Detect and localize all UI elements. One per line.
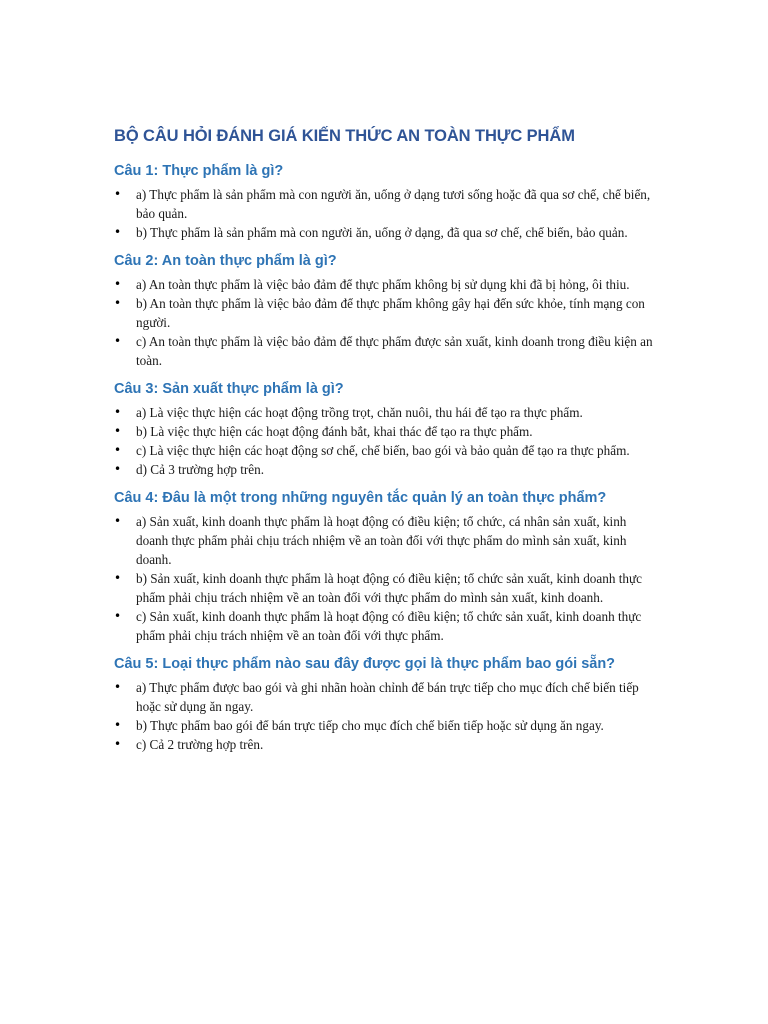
bullet-icon: • (114, 514, 122, 528)
question-3 (114, 380, 659, 479)
answer-list (114, 678, 659, 754)
bullet-icon: • (114, 225, 122, 239)
bullet-icon: • (114, 296, 122, 310)
page-title: BỘ CÂU HỎI ĐÁNH GIÁ KIẾN THỨC AN TOÀN THỰC PHẨM (114, 127, 575, 145)
bullet-icon: • (114, 277, 122, 291)
answer-text: a) Thực phẩm được bao gói và ghi nhãn hoàn chỉnh để bán trực tiếp cho mục đích chế biến tiếp hoặc sử dụng ăn ngay. (136, 680, 639, 714)
answer-list (114, 512, 659, 645)
bullet-icon: • (114, 680, 122, 694)
answer-text: c) Cả 2 trường hợp trên. (136, 737, 264, 752)
answer-item (114, 422, 659, 441)
bullet-icon: • (114, 334, 122, 348)
question-1 (114, 162, 659, 242)
question-heading: Câu 3: Sản xuất thực phẩm là gì? (114, 381, 344, 397)
document-content (114, 126, 659, 764)
bullet-icon: • (114, 424, 122, 438)
answer-item (114, 460, 659, 479)
answer-text: a) Sản xuất, kinh doanh thực phẩm là hoạt động có điều kiện; tổ chức, cá nhân sản xuất, kinh doanh thực phẩm phải chịu trách nhiệm về an toàn đối với thực phẩm do mình sản xuất, kinh doanh. (136, 514, 627, 567)
answer-item (114, 403, 659, 422)
answer-item (114, 678, 659, 716)
question-2 (114, 252, 659, 370)
bullet-icon: • (114, 405, 122, 419)
question-heading: Câu 4: Đâu là một trong những nguyên tắc quản lý an toàn thực phẩm? (114, 490, 607, 506)
bullet-icon: • (114, 443, 122, 457)
bullet-icon: • (114, 609, 122, 623)
bullet-icon: • (114, 737, 122, 751)
answer-text: a) An toàn thực phẩm là việc bảo đảm để thực phẩm không bị sử dụng khi đã bị hỏng, ôi thiu. (136, 277, 630, 292)
answer-text: b) Thực phẩm bao gói để bán trực tiếp cho mục đích chế biến tiếp hoặc sử dụng ăn ngay. (136, 718, 604, 733)
question-heading: Câu 1: Thực phẩm là gì? (114, 163, 284, 179)
answer-text: b) Thực phẩm là sản phẩm mà con người ăn, uống ở dạng, đã qua sơ chế, chế biến, bảo quản. (136, 225, 628, 240)
bullet-icon: • (114, 718, 122, 732)
bullet-icon: • (114, 571, 122, 585)
question-heading: Câu 2: An toàn thực phẩm là gì? (114, 253, 337, 269)
answer-item (114, 294, 659, 332)
answer-text: a) Thực phẩm là sản phẩm mà con người ăn, uống ở dạng tươi sống hoặc đã qua sơ chế, chế biến, bảo quản. (136, 187, 651, 221)
question-heading: Câu 5: Loại thực phẩm nào sau đây được gọi là thực phẩm bao gói sẵn? (114, 656, 616, 672)
answer-item (114, 441, 659, 460)
answer-text: a) Là việc thực hiện các hoạt động trồng trọt, chăn nuôi, thu hái để tạo ra thực phẩm. (136, 405, 583, 420)
answer-item (114, 275, 659, 294)
answer-item (114, 185, 659, 223)
answer-item (114, 735, 659, 754)
question-4 (114, 489, 659, 645)
answer-text: b) Là việc thực hiện các hoạt động đánh bắt, khai thác để tạo ra thực phẩm. (136, 424, 533, 439)
answer-list (114, 185, 659, 242)
answer-text: d) Cả 3 trường hợp trên. (136, 462, 265, 477)
answer-list (114, 403, 659, 479)
answer-item (114, 332, 659, 370)
bullet-icon: • (114, 462, 122, 476)
answer-list (114, 275, 659, 370)
answer-text: c) Sản xuất, kinh doanh thực phẩm là hoạt động có điều kiện; tổ chức sản xuất, kinh doanh thực phẩm phải chịu trách nhiệm về an toàn đối với thực phẩm. (136, 609, 642, 643)
answer-text: b) An toàn thực phẩm là việc bảo đảm để thực phẩm không gây hại đến sức khỏe, tính mạng con người. (136, 296, 645, 330)
answer-text: c) Là việc thực hiện các hoạt động sơ chế, chế biến, bao gói và bảo quản để tạo ra thực phẩm. (136, 443, 630, 458)
answer-item (114, 569, 659, 607)
answer-item (114, 716, 659, 735)
answer-item (114, 607, 659, 645)
answer-item (114, 223, 659, 242)
question-5 (114, 655, 659, 754)
answer-item (114, 512, 659, 569)
answer-text: c) An toàn thực phẩm là việc bảo đảm để thực phẩm được sản xuất, kinh doanh trong điều kiện an toàn. (136, 334, 653, 368)
bullet-icon: • (114, 187, 122, 201)
answer-text: b) Sản xuất, kinh doanh thực phẩm là hoạt động có điều kiện; tổ chức sản xuất, kinh doanh thực phẩm phải chịu trách nhiệm về an toàn đối với thực phẩm do mình sản xuất, kinh doanh. (136, 571, 642, 605)
